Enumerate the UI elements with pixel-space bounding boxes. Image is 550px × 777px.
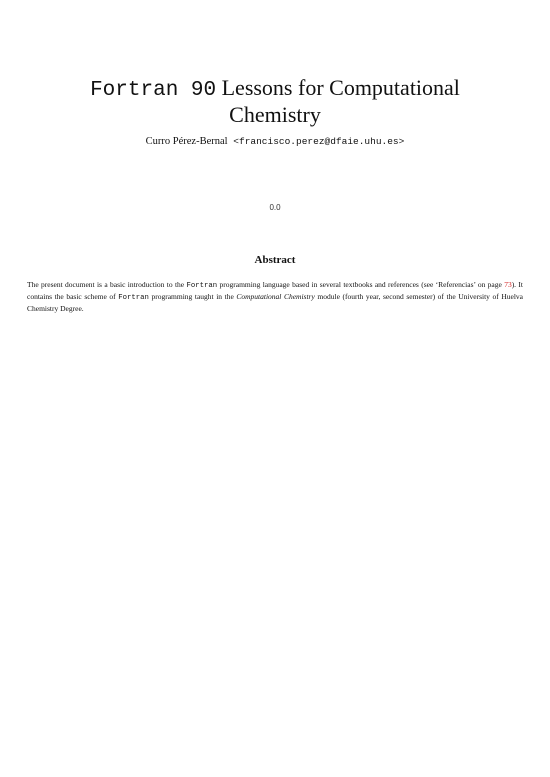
title-line2: Chemistry <box>229 102 321 127</box>
title-block <box>0 76 550 149</box>
author-email-open: < <box>227 136 239 147</box>
author-line <box>0 135 550 149</box>
abstract-emphasis-module: Computational Chemistry <box>236 291 315 301</box>
abstract-text-part: ). It contains the basic scheme of <box>27 280 523 301</box>
title-fortran-code: Fortran 90 <box>90 79 217 102</box>
abstract-text-part: module (fourth year, second semester) of the University of Huelva Chemistry Degree. <box>27 291 523 313</box>
document-title <box>0 76 550 127</box>
abstract-code-fortran: Fortran <box>118 293 149 302</box>
title-line1-rest: Lessons for Computational <box>216 75 460 100</box>
abstract-heading: Abstract <box>254 254 296 266</box>
abstract-text-part: The present document is a basic introduction to the <box>27 280 187 289</box>
author-email-close: > <box>398 136 405 147</box>
abstract-text-part: programming taught in the <box>148 291 237 301</box>
author-email[interactable]: francisco.perez@dfaie.uhu.es <box>239 136 399 147</box>
author-name: Curro Pérez-Bernal <box>145 136 228 147</box>
abstract-code-fortran: Fortran <box>186 282 218 290</box>
page-reference-link[interactable]: 73 <box>504 280 512 289</box>
abstract-text-part: programming language based in several textbooks and references (see ‘Referencias’ on page <box>217 280 505 289</box>
abstract-text <box>27 280 523 314</box>
version-number: 0.0 <box>269 203 281 212</box>
